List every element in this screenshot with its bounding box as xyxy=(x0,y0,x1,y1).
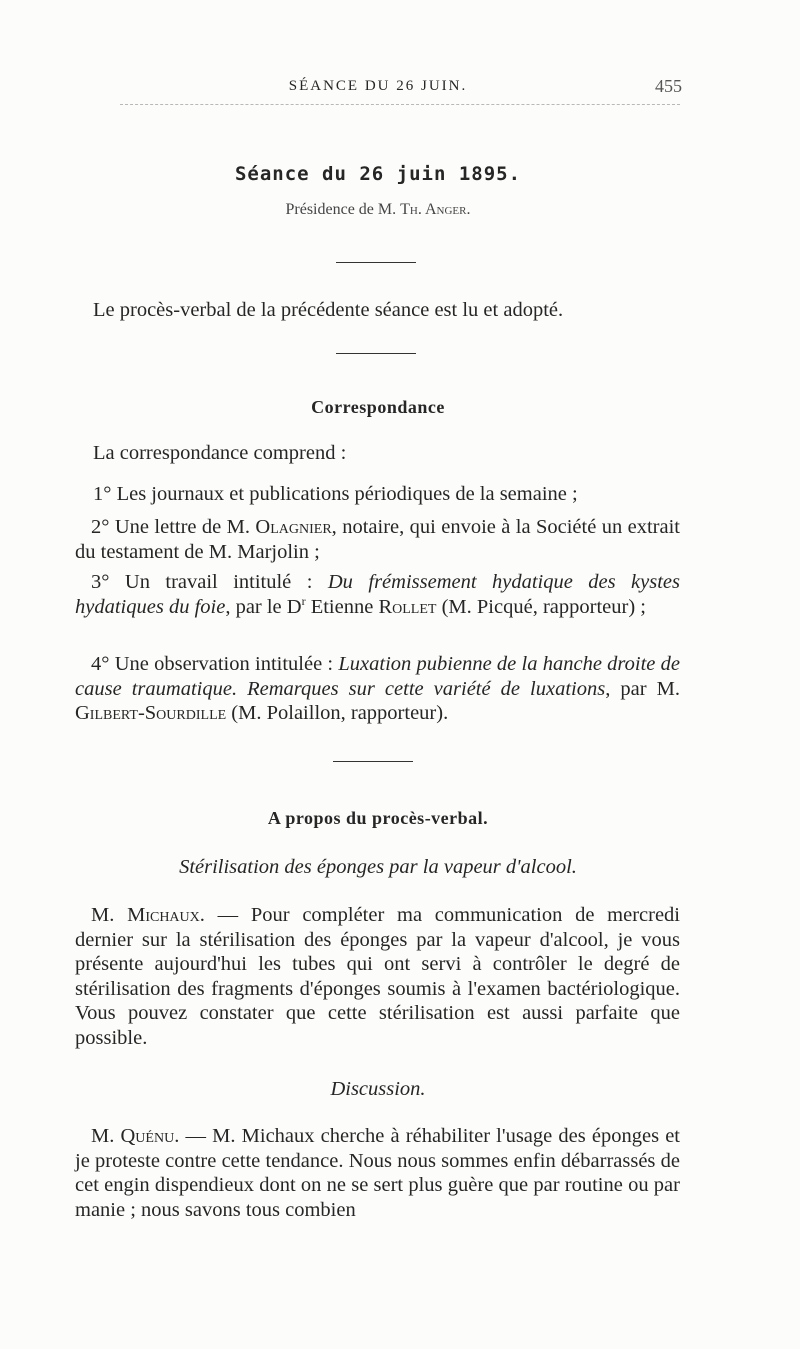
correspondance-item-1: 1° Les journaux et publications périodiques de la semaine ; xyxy=(93,483,578,505)
item3-mid: , par le D xyxy=(225,595,302,618)
proces-verbal-statement: Le procès-verbal de la précédente séance est lu et adopté. xyxy=(93,299,564,321)
presidence-prefix: Présidence de M. xyxy=(285,201,401,218)
correspondance-heading: Correspondance xyxy=(311,397,445,417)
item3-title: Du frémissement hydatique des kystes hydatiques du foie xyxy=(75,571,681,618)
item4-author: Gilbert-Sourdille xyxy=(75,702,227,725)
item4-rest: (M. Polaillon, rapporteur). xyxy=(226,702,449,725)
discussion-heading: Discussion. xyxy=(330,1078,426,1100)
michaux-paragraph xyxy=(75,903,680,1051)
section-rule xyxy=(336,353,416,354)
president-name: Th. Anger. xyxy=(400,201,471,218)
seance-title: Séance du 26 juin 1895. xyxy=(234,163,522,185)
correspondance-item-3 xyxy=(75,570,680,619)
apropos-subheading: Stérilisation des éponges par la vapeur d'alcool. xyxy=(179,856,577,878)
item4-number: 4° Une observation intitulée : xyxy=(91,653,339,675)
running-header xyxy=(0,74,800,104)
item2-number: 2° Une lettre de M. xyxy=(91,516,256,538)
header-divider xyxy=(120,104,680,105)
item3-author-first: Etienne xyxy=(305,595,379,618)
quenu-paragraph xyxy=(75,1124,680,1222)
running-header-title: SÉANCE DU 26 JUIN. xyxy=(288,78,468,94)
item4-title: Luxation pubienne de la hanche droite de cause traumatique. Remarques sur cette variété de luxations xyxy=(75,653,680,700)
speaker-quenu: M. Quénu. xyxy=(91,1125,180,1147)
item3-rest: (M. Picqué, rapporteur) ; xyxy=(436,595,646,618)
item3-number: 3° Un travail intitulé : xyxy=(91,571,328,593)
page-number: 455 xyxy=(655,76,682,96)
presidence-line xyxy=(0,201,756,219)
item3-author: Rollet xyxy=(378,595,437,618)
quenu-speech: — M. Michaux cherche à réhabiliter l'usage des éponges et je proteste contre cette tendance. Nous nous sommes enfin débarrassés de cet engin dispendieux dont on ne se sert plus guère que par routine ou par manie ; nous savons tous combien xyxy=(75,1125,681,1221)
item2-rest: , notaire, qui envoie à la Société un extrait du testament de M. Marjolin ; xyxy=(75,516,680,563)
correspondance-item-4 xyxy=(75,652,680,726)
section-rule xyxy=(336,262,416,263)
speaker-michaux: M. Michaux. xyxy=(91,904,205,926)
section-rule xyxy=(333,761,413,762)
item2-name: Olagnier xyxy=(255,516,332,538)
item3-sup: r xyxy=(301,593,306,608)
correspondance-item-2 xyxy=(75,515,680,564)
apropos-heading: A propos du procès-verbal. xyxy=(267,808,489,828)
correspondance-intro: La correspondance comprend : xyxy=(93,442,347,464)
michaux-speech: — Pour compléter ma communication de mercredi dernier sur la stérilisation des éponges par la vapeur d'alcool, je vous présente aujourd'hui les tubes qui ont servi à contrôler le degré de stérilisation des fragments d'éponges soumis à l'examen bactériologique. Vous pouvez constater que cette stérilisation est aussi parfaite que possible. xyxy=(75,904,680,1049)
item4-mid: , par M. xyxy=(605,677,681,700)
